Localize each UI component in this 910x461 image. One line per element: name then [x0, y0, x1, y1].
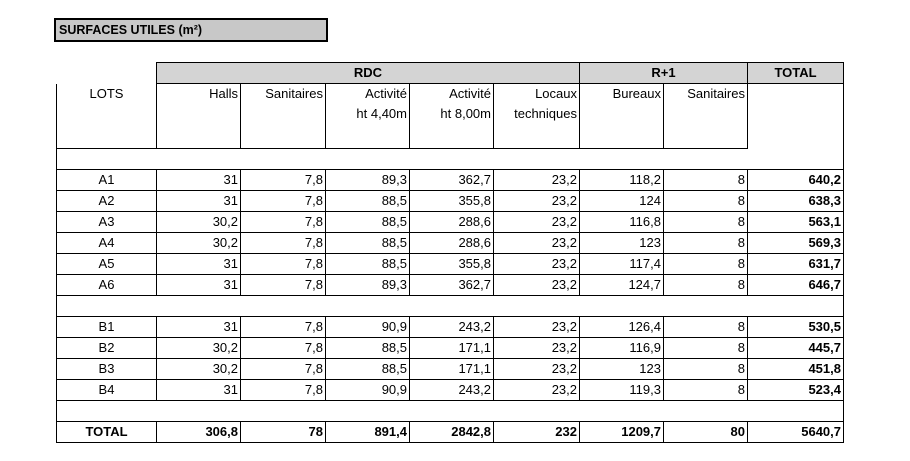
cell-activite-440: 88,5	[326, 338, 410, 359]
table-row	[57, 275, 844, 296]
cell-activite-800: 288,6	[410, 233, 494, 254]
cell-activite-800: 362,7	[410, 275, 494, 296]
header-lots: LOTS	[57, 84, 157, 149]
group-total: TOTAL	[748, 63, 844, 84]
header-locaux-line1: Locaux	[535, 86, 577, 101]
table-row	[57, 338, 844, 359]
cell-activite-800: 362,7	[410, 170, 494, 191]
cell-sanitaires: 7,8	[241, 233, 326, 254]
cell-locaux: 23,2	[494, 233, 580, 254]
cell-halls: 30,2	[157, 233, 241, 254]
table-row	[57, 380, 844, 401]
cell-sanitaires: 7,8	[241, 254, 326, 275]
cell-activite-440: 89,3	[326, 275, 410, 296]
cell-total-sanitaires-r1: 80	[664, 422, 748, 443]
cell-locaux: 23,2	[494, 275, 580, 296]
table-row	[57, 191, 844, 212]
cell-total: 523,4	[748, 380, 844, 401]
column-header-row	[57, 84, 844, 149]
header-activite-440-line1: Activité	[365, 86, 407, 101]
cell-halls: 31	[157, 254, 241, 275]
cell-activite-800: 171,1	[410, 359, 494, 380]
cell-activite-800: 243,2	[410, 317, 494, 338]
cell-bureaux: 123	[580, 359, 664, 380]
cell-sanitaires: 7,8	[241, 275, 326, 296]
group-header-row	[57, 63, 844, 84]
cell-sanitaires-r1: 8	[664, 359, 748, 380]
cell-activite-440: 90,9	[326, 317, 410, 338]
cell-total-halls: 306,8	[157, 422, 241, 443]
table-row	[57, 233, 844, 254]
cell-lot: A4	[57, 233, 157, 254]
cell-total: 563,1	[748, 212, 844, 233]
cell-total: 569,3	[748, 233, 844, 254]
cell-locaux: 23,2	[494, 338, 580, 359]
header-locaux	[494, 84, 580, 149]
cell-bureaux: 118,2	[580, 170, 664, 191]
cell-sanitaires: 7,8	[241, 359, 326, 380]
cell-total: 640,2	[748, 170, 844, 191]
cell-total: 530,5	[748, 317, 844, 338]
table-row	[57, 317, 844, 338]
cell-locaux: 23,2	[494, 212, 580, 233]
cell-total: 445,7	[748, 338, 844, 359]
cell-sanitaires: 7,8	[241, 170, 326, 191]
cell-sanitaires-r1: 8	[664, 338, 748, 359]
cell-halls: 30,2	[157, 338, 241, 359]
header-sanitaires-rdc: Sanitaires	[241, 84, 326, 149]
cell-grand-total: 5640,7	[748, 422, 844, 443]
cell-halls: 31	[157, 275, 241, 296]
header-bureaux: Bureaux	[580, 84, 664, 149]
cell-halls: 31	[157, 317, 241, 338]
header-total-empty	[748, 84, 844, 149]
cell-lot: A3	[57, 212, 157, 233]
cell-total-activite-440: 891,4	[326, 422, 410, 443]
cell-activite-800: 243,2	[410, 380, 494, 401]
cell-activite-440: 90,9	[326, 380, 410, 401]
cell-activite-800: 355,8	[410, 254, 494, 275]
cell-bureaux: 126,4	[580, 317, 664, 338]
cell-activite-440: 88,5	[326, 212, 410, 233]
cell-activite-440: 88,5	[326, 254, 410, 275]
cell-sanitaires-r1: 8	[664, 191, 748, 212]
cell-bureaux: 119,3	[580, 380, 664, 401]
cell-sanitaires: 7,8	[241, 338, 326, 359]
group-rdc: RDC	[157, 63, 580, 84]
table-row	[57, 212, 844, 233]
cell-lot: B2	[57, 338, 157, 359]
cell-lot: B4	[57, 380, 157, 401]
cell-total-activite-800: 2842,8	[410, 422, 494, 443]
cell-activite-800: 288,6	[410, 212, 494, 233]
cell-sanitaires-r1: 8	[664, 380, 748, 401]
cell-locaux: 23,2	[494, 191, 580, 212]
cell-sanitaires-r1: 8	[664, 170, 748, 191]
total-row	[57, 422, 844, 443]
header-activite-800-line1: Activité	[449, 86, 491, 101]
table-title: SURFACES UTILES (m²)	[54, 18, 328, 42]
cell-activite-800: 355,8	[410, 191, 494, 212]
cell-halls: 30,2	[157, 212, 241, 233]
cell-lot: A6	[57, 275, 157, 296]
cell-locaux: 23,2	[494, 254, 580, 275]
cell-bureaux: 116,9	[580, 338, 664, 359]
cell-bureaux: 116,8	[580, 212, 664, 233]
cell-sanitaires: 7,8	[241, 317, 326, 338]
cell-total: 631,7	[748, 254, 844, 275]
cell-activite-440: 88,5	[326, 359, 410, 380]
cell-sanitaires: 7,8	[241, 380, 326, 401]
cell-sanitaires-r1: 8	[664, 254, 748, 275]
cell-sanitaires-r1: 8	[664, 317, 748, 338]
header-activite-440-line2: ht 4,40m	[356, 106, 407, 121]
cell-total: 646,7	[748, 275, 844, 296]
cell-sanitaires: 7,8	[241, 212, 326, 233]
group-r1: R+1	[580, 63, 748, 84]
cell-sanitaires: 7,8	[241, 191, 326, 212]
header-locaux-line2: techniques	[514, 106, 577, 121]
cell-total-sanitaires: 78	[241, 422, 326, 443]
cell-total-bureaux: 1209,7	[580, 422, 664, 443]
cell-locaux: 23,2	[494, 380, 580, 401]
cell-halls: 30,2	[157, 359, 241, 380]
cell-bureaux: 124	[580, 191, 664, 212]
header-activite-800	[410, 84, 494, 149]
cell-activite-800: 171,1	[410, 338, 494, 359]
table-row	[57, 359, 844, 380]
cell-halls: 31	[157, 170, 241, 191]
cell-locaux: 23,2	[494, 317, 580, 338]
cell-lot: A5	[57, 254, 157, 275]
table-row	[57, 170, 844, 191]
cell-lot: A2	[57, 191, 157, 212]
cell-activite-440: 88,5	[326, 191, 410, 212]
cell-sanitaires-r1: 8	[664, 275, 748, 296]
cell-lot: B1	[57, 317, 157, 338]
cell-total: 638,3	[748, 191, 844, 212]
cell-sanitaires-r1: 8	[664, 233, 748, 254]
cell-halls: 31	[157, 191, 241, 212]
cell-sanitaires-r1: 8	[664, 212, 748, 233]
cell-halls: 31	[157, 380, 241, 401]
cell-activite-440: 89,3	[326, 170, 410, 191]
cell-bureaux: 117,4	[580, 254, 664, 275]
cell-lot: B3	[57, 359, 157, 380]
cell-total-label: TOTAL	[57, 422, 157, 443]
cell-bureaux: 124,7	[580, 275, 664, 296]
cell-locaux: 23,2	[494, 170, 580, 191]
cell-total: 451,8	[748, 359, 844, 380]
header-activite-440	[326, 84, 410, 149]
cell-bureaux: 123	[580, 233, 664, 254]
cell-activite-440: 88,5	[326, 233, 410, 254]
header-sanitaires-r1: Sanitaires	[664, 84, 748, 149]
cell-locaux: 23,2	[494, 359, 580, 380]
cell-lot: A1	[57, 170, 157, 191]
cell-total-locaux: 232	[494, 422, 580, 443]
header-halls: Halls	[157, 84, 241, 149]
header-activite-800-line2: ht 8,00m	[440, 106, 491, 121]
table-row	[57, 254, 844, 275]
surfaces-table	[56, 62, 844, 443]
